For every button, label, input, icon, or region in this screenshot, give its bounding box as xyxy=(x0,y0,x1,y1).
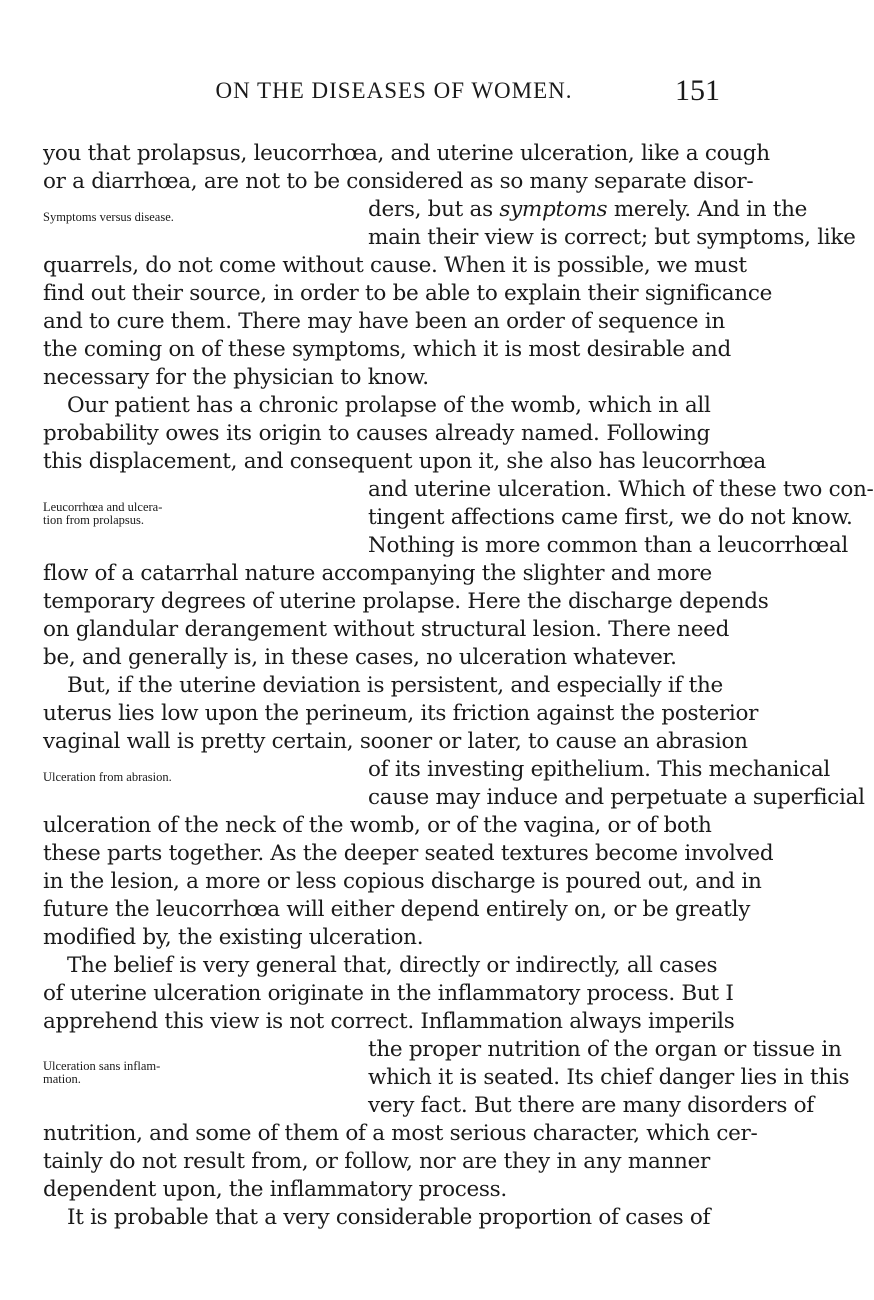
margin-note: mation. xyxy=(43,1072,81,1086)
body-line: ulceration of the neck of the womb, or of the vagina, or of both xyxy=(43,813,712,838)
text-run: ders, but as xyxy=(368,197,500,222)
margin-note: Ulceration sans inflam- xyxy=(43,1059,161,1073)
body-line: or a diarrhœa, are not to be considered as so many separate disor- xyxy=(43,169,754,194)
body-line: Nothing is more common than a leucorrhœal xyxy=(368,533,848,558)
running-title: ON THE DISEASES OF WOMEN. xyxy=(215,78,573,103)
body-line: temporary degrees of uterine prolapse. Here the discharge depends xyxy=(43,589,769,614)
body-line: and uterine ulceration. Which of these two con- xyxy=(368,477,874,502)
body-line: the coming on of these symptoms, which it is most desirable and xyxy=(43,337,731,362)
body-line: on glandular derangement without structural lesion. There need xyxy=(43,617,730,642)
body-line: uterus lies low upon the perineum, its friction against the posterior xyxy=(43,701,759,726)
body-line: modified by, the existing ulceration. xyxy=(43,925,424,950)
body-line: tainly do not result from, or follow, nor are they in any manner xyxy=(43,1149,710,1174)
margin-note: Ulceration from abrasion. xyxy=(43,770,172,784)
body-line: future the leucorrhœa will either depend entirely on, or be greatly xyxy=(43,897,751,922)
page-header xyxy=(68,74,720,110)
body-line: of uterine ulceration originate in the inflammatory process. But I xyxy=(43,981,734,1006)
body-line: Our patient has a chronic prolapse of the womb, which in all xyxy=(67,393,711,418)
body-line: It is probable that a very considerable proportion of cases of xyxy=(67,1205,711,1230)
body-line: in the lesion, a more or less copious discharge is poured out, and in xyxy=(43,869,762,894)
body-line: probability owes its origin to causes already named. Following xyxy=(43,421,710,446)
body-line: these parts together. As the deeper seated textures become involved xyxy=(43,841,774,866)
margin-note: tion from prolapsus. xyxy=(43,513,145,527)
body-line: nutrition, and some of them of a most serious character, which cer- xyxy=(43,1121,758,1146)
body-line: very fact. But there are many disorders of xyxy=(368,1093,814,1118)
body-line: dependent upon, the inflammatory process. xyxy=(43,1177,507,1202)
body-line: find out their source, in order to be able to explain their significance xyxy=(43,281,772,306)
body-line: The belief is very general that, directly or indirectly, all cases xyxy=(67,953,718,978)
margin-note: Leucorrhœa and ulcera- xyxy=(43,500,163,514)
body-line: cause may induce and perpetuate a superficial xyxy=(368,785,865,810)
body-line: apprehend this view is not correct. Inflammation always imperils xyxy=(43,1009,735,1034)
page-number: 151 xyxy=(675,74,720,107)
text-run: merely. And in the xyxy=(607,197,808,222)
body-line: tingent affections came first, we do not know. xyxy=(368,505,853,530)
body-line: flow of a catarrhal nature accompanying the slighter and more xyxy=(43,561,712,586)
body-line: main their view is correct; but symptoms, like xyxy=(368,225,856,250)
body-line: which it is seated. Its chief danger lies in this xyxy=(368,1065,850,1090)
body-line: and to cure them. There may have been an order of sequence in xyxy=(43,309,725,334)
body-line: of its investing epithelium. This mechanical xyxy=(368,757,830,782)
body-line: this displacement, and consequent upon it, she also has leucorrhœa xyxy=(43,449,766,474)
body-line: vaginal wall is pretty certain, sooner or later, to cause an abrasion xyxy=(43,729,748,754)
body-line: quarrels, do not come without cause. When it is possible, we must xyxy=(43,253,747,278)
body-line xyxy=(368,196,808,224)
body-line: the proper nutrition of the organ or tissue in xyxy=(368,1037,842,1062)
body-line: necessary for the physician to know. xyxy=(43,365,429,390)
body-line: be, and generally is, in these cases, no ulceration whatever. xyxy=(43,645,677,670)
body-line: you that prolapsus, leucorrhœa, and uterine ulceration, like a cough xyxy=(43,141,770,166)
body-line: But, if the uterine deviation is persistent, and especially if the xyxy=(67,673,723,698)
margin-note: Symptoms versus disease. xyxy=(43,210,174,224)
italic-text: symptoms xyxy=(499,197,608,222)
